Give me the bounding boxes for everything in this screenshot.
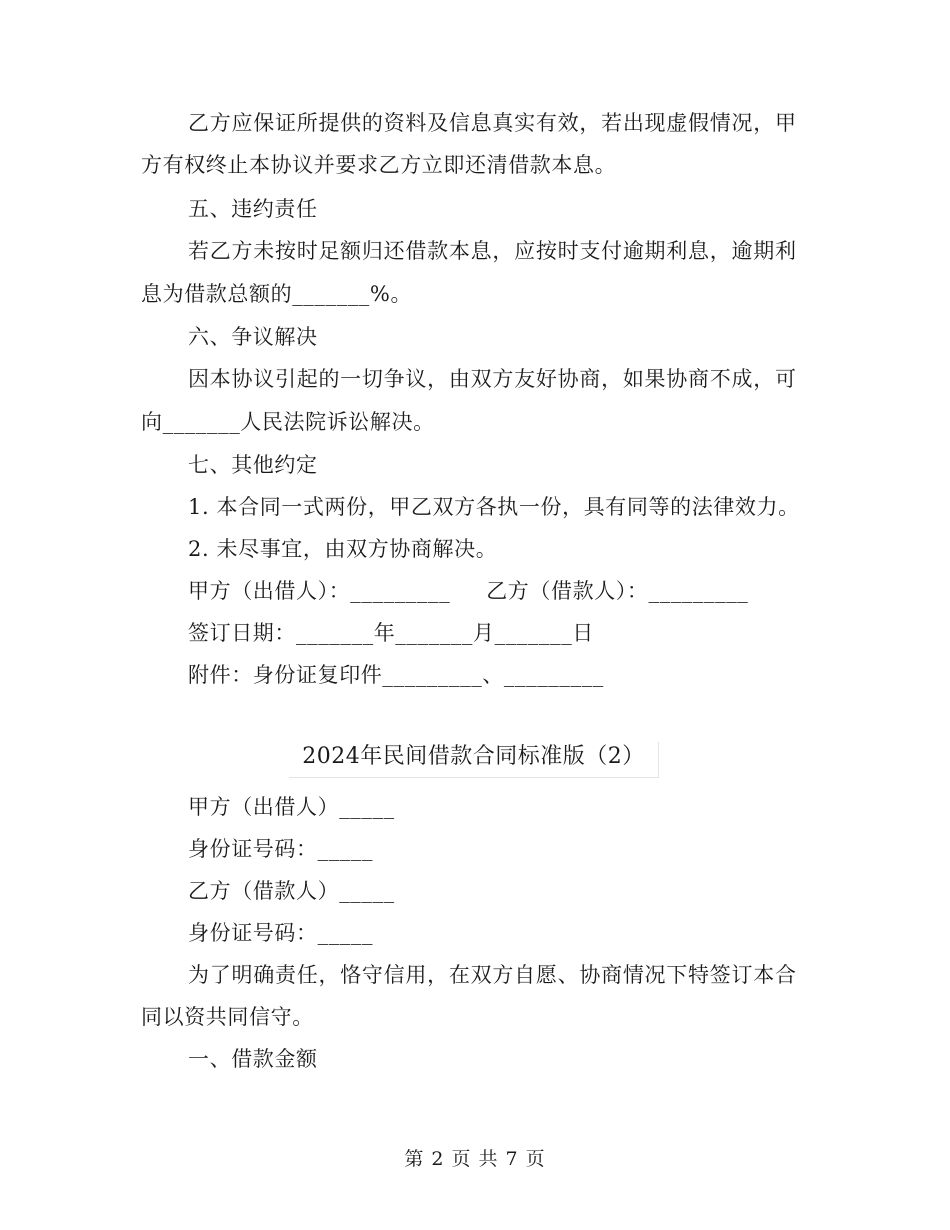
party-a-field: 甲方（出借人）_____: [188, 795, 395, 819]
paragraph-line: 为了明确责任，恪守信用，在双方自愿、协商情况下特签订本合: [188, 963, 796, 987]
section-heading: 六、争议解决: [188, 325, 318, 349]
paragraph-line: 乙方应保证所提供的资料及信息真实有效，若出现虚假情况，甲: [188, 111, 796, 135]
paragraph-line: 若乙方未按时足额归还借款本息，应按时支付逾期利息，逾期利: [188, 239, 796, 263]
section-heading: 一、借款金额: [188, 1047, 318, 1071]
id-number-field: 身份证号码：_____: [188, 837, 374, 861]
paragraph-line: 向_______人民法院诉讼解决。: [141, 410, 435, 434]
list-item: 1. 本合同一式两份，甲乙双方各执一份，具有同等的法律效力。: [188, 495, 800, 519]
section-heading: 七、其他约定: [188, 453, 318, 477]
party-a-signature: 甲方（出借人）：_________: [188, 579, 451, 603]
sign-date-line: 签订日期：_______年_______月_______日: [188, 621, 594, 645]
paragraph-line: 因本协议引起的一切争议，由双方友好协商，如果协商不成，可: [188, 367, 796, 391]
party-b-field: 乙方（借款人）_____: [188, 879, 395, 903]
page-indicator: 第 2 页 共 7 页: [404, 1148, 546, 1170]
paragraph-line: 方有权终止本协议并要求乙方立即还清借款本息。: [141, 153, 617, 177]
list-item: 2. 未尽事宜，由双方协商解决。: [188, 537, 498, 561]
paragraph-line: 息为借款总额的_______%。: [141, 282, 413, 306]
attachment-line: 附件：身份证复印件_________、_________: [188, 663, 604, 687]
section-heading: 五、违约责任: [188, 197, 318, 221]
paragraph-line: 同以资共同信守。: [141, 1005, 314, 1029]
id-number-field: 身份证号码：_____: [188, 921, 374, 945]
document-title: 2024年民间借款合同标准版（2）: [289, 742, 659, 778]
party-b-signature: 乙方（借款人）：_________: [486, 579, 749, 603]
signature-line: [188, 578, 748, 604]
